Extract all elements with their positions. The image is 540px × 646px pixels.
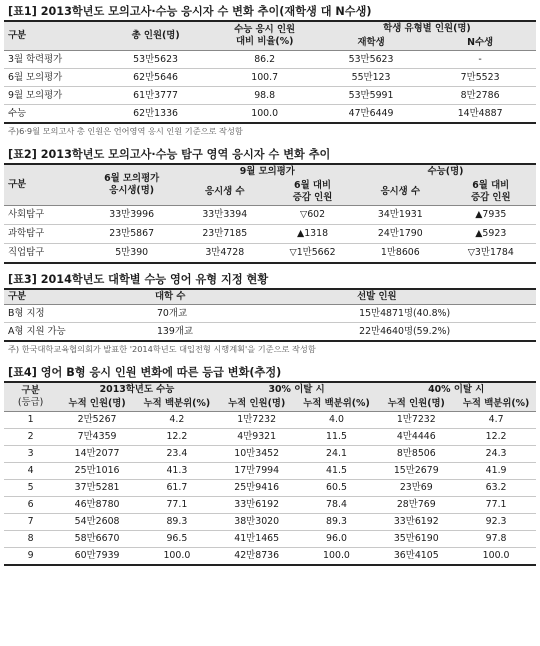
row-label-cell: 사회탐구 [4, 206, 84, 225]
table2-header-sep-count: 응시생 수 [180, 179, 270, 206]
table-row [4, 305, 536, 323]
ratio-cell: 100.7 [211, 69, 317, 87]
cum-2013-cell: 54만2608 [57, 514, 137, 531]
cum-30-cell: 10만3452 [217, 446, 297, 463]
table4-header-cum-2013: 누적 인원(명) [57, 397, 137, 412]
n-student-cell: 7만5523 [424, 69, 536, 87]
table4-title: [표4] 영어 B형 응시 인원 변화에 따른 등급 변화(추정) [8, 366, 282, 379]
table2-header-june [84, 164, 180, 206]
pct-30-cell: 89.3 [297, 514, 377, 531]
table4-section [4, 363, 536, 566]
table1-note: 주)6·9월 모의고사 총 인원은 언어영역 응시 인원 기준으로 작성함 [8, 126, 243, 136]
table1-header-category: 구분 [4, 21, 100, 51]
table2-header-csat-group: 수능(명) [355, 164, 536, 179]
table3 [4, 288, 536, 342]
sep-diff-cell: ▲1318 [270, 225, 355, 244]
row-label-cell: 과학탐구 [4, 225, 84, 244]
table3-body [4, 305, 536, 342]
cum-2013-cell: 37만5281 [57, 480, 137, 497]
pct-2013-cell: 96.5 [137, 531, 217, 548]
row-label-cell: 수능 [4, 105, 100, 124]
table1-header-group: 학생 유형별 인원(명) [318, 21, 536, 36]
cum-40-cell: 36만4105 [376, 548, 456, 566]
table2-section [4, 145, 536, 264]
pct-30-cell: 60.5 [297, 480, 377, 497]
table2-header-sep-diff-line1: 6월 대비 [294, 180, 332, 191]
table2-header-csat-count: 응시생 수 [355, 179, 445, 206]
cum-30-cell: 42만8736 [217, 548, 297, 566]
cum-2013-cell: 2만5267 [57, 412, 137, 429]
table4-header-grade-line1: 구분 [21, 385, 40, 396]
table2-header-sep-group: 9월 모의평가 [180, 164, 356, 179]
csat-diff-cell: ▲7935 [446, 206, 536, 225]
cum-40-cell: 33만6192 [376, 514, 456, 531]
csat-count-cell: 34만1931 [355, 206, 445, 225]
university-count-cell: 70개교 [153, 305, 355, 323]
n-student-cell: - [424, 51, 536, 69]
pct-2013-cell: 77.1 [137, 497, 217, 514]
pct-2013-cell: 61.7 [137, 480, 217, 497]
table4 [4, 381, 536, 566]
june-cell: 23만5867 [84, 225, 180, 244]
grade-cell: 6 [4, 497, 57, 514]
june-cell: 5만390 [84, 244, 180, 264]
table1-header-n: N수생 [424, 36, 536, 51]
cum-30-cell: 17만7994 [217, 463, 297, 480]
row-label-cell: A형 지원 가능 [4, 323, 153, 342]
pct-40-cell: 100.0 [456, 548, 536, 566]
pct-2013-cell: 12.2 [137, 429, 217, 446]
pct-2013-cell: 4.2 [137, 412, 217, 429]
table4-header-pct-30: 누적 백분위(%) [297, 397, 377, 412]
table-row [4, 105, 536, 124]
student-cell: 53만5623 [318, 51, 424, 69]
cum-2013-cell: 46만8780 [57, 497, 137, 514]
pct-30-cell: 24.1 [297, 446, 377, 463]
cum-2013-cell: 60만7939 [57, 548, 137, 566]
cum-2013-cell: 7만4359 [57, 429, 137, 446]
table-row [4, 225, 536, 244]
table-row [4, 480, 536, 497]
cum-2013-cell: 14만2077 [57, 446, 137, 463]
grade-cell: 5 [4, 480, 57, 497]
pct-40-cell: 41.9 [456, 463, 536, 480]
grade-cell: 4 [4, 463, 57, 480]
pct-30-cell: 78.4 [297, 497, 377, 514]
row-label-cell: 9월 모의평가 [4, 87, 100, 105]
student-cell: 53만5991 [318, 87, 424, 105]
total-cell: 62만5646 [100, 69, 212, 87]
n-student-cell: 14만4887 [424, 105, 536, 124]
cum-30-cell: 25만9416 [217, 480, 297, 497]
cum-40-cell: 1만7232 [376, 412, 456, 429]
cum-40-cell: 23만69 [376, 480, 456, 497]
grade-cell: 9 [4, 548, 57, 566]
pct-40-cell: 92.3 [456, 514, 536, 531]
table-row [4, 446, 536, 463]
table3-header-category: 구분 [4, 289, 153, 305]
table4-header-group-40: 40% 이탈 시 [376, 382, 536, 397]
table2-header-sep-diff-line2: 증감 인원 [292, 192, 333, 203]
grade-cell: 3 [4, 446, 57, 463]
table-row [4, 323, 536, 342]
pct-40-cell: 12.2 [456, 429, 536, 446]
table-row [4, 548, 536, 566]
table2-header-csat-diff [446, 179, 536, 206]
table-row [4, 206, 536, 225]
pct-40-cell: 77.1 [456, 497, 536, 514]
table-row [4, 244, 536, 264]
row-label-cell: B형 지정 [4, 305, 153, 323]
pct-40-cell: 24.3 [456, 446, 536, 463]
cum-40-cell: 35만6190 [376, 531, 456, 548]
pct-30-cell: 41.5 [297, 463, 377, 480]
table-row [4, 412, 536, 429]
table4-header-grade [4, 382, 57, 412]
csat-count-cell: 24만1790 [355, 225, 445, 244]
table2-header-sep-diff [270, 179, 355, 206]
table2-body [4, 206, 536, 264]
table-row [4, 514, 536, 531]
grade-cell: 8 [4, 531, 57, 548]
quota-cell: 15만4871명(40.8%) [355, 305, 536, 323]
table2-header-june-line2: 응시생(명) [109, 185, 155, 196]
table4-header-pct-2013: 누적 백분위(%) [137, 397, 217, 412]
table4-header-grade-line2: (등급) [17, 397, 44, 408]
table-row [4, 531, 536, 548]
table1-header-student: 재학생 [318, 36, 424, 51]
table2-header-june-line1: 6월 모의평가 [104, 173, 160, 184]
ratio-cell: 100.0 [211, 105, 317, 124]
pct-40-cell: 97.8 [456, 531, 536, 548]
total-cell: 61만3777 [100, 87, 212, 105]
table4-header-pct-40: 누적 백분위(%) [456, 397, 536, 412]
table3-note: 주) 한국대학교육협의회가 발표한 '2014학년도 대입전형 시행계획'을 기준으로 작성함 [8, 344, 316, 354]
csat-diff-cell: ▽3만1784 [446, 244, 536, 264]
pct-40-cell: 63.2 [456, 480, 536, 497]
june-cell: 33만3996 [84, 206, 180, 225]
cum-40-cell: 28만769 [376, 497, 456, 514]
table4-header-cum-30: 누적 인원(명) [217, 397, 297, 412]
table1-title: [표1] 2013학년도 모의고사·수능 응시자 수 변화 추이(재학생 대 N수생) [8, 5, 372, 18]
pct-30-cell: 96.0 [297, 531, 377, 548]
table2-header-csat-diff-line2: 증감 인원 [471, 192, 511, 203]
table3-header-count: 대학 수 [153, 289, 355, 305]
total-cell: 62만1336 [100, 105, 212, 124]
csat-count-cell: 1만8606 [355, 244, 445, 264]
table2-header-csat-diff-line1: 6월 대비 [472, 180, 510, 191]
pct-40-cell: 4.7 [456, 412, 536, 429]
grade-cell: 2 [4, 429, 57, 446]
cum-2013-cell: 58만6670 [57, 531, 137, 548]
table1-section [4, 2, 536, 139]
table4-header-group-2013: 2013학년도 수능 [57, 382, 217, 397]
sep-count-cell: 33만3394 [180, 206, 270, 225]
pct-30-cell: 100.0 [297, 548, 377, 566]
table4-header-group-30: 30% 이탈 시 [217, 382, 377, 397]
ratio-cell: 86.2 [211, 51, 317, 69]
pct-2013-cell: 23.4 [137, 446, 217, 463]
pct-2013-cell: 41.3 [137, 463, 217, 480]
table-row [4, 87, 536, 105]
table3-header-quota: 선발 인원 [355, 289, 536, 305]
n-student-cell: 8만2786 [424, 87, 536, 105]
table1-header-total: 총 인원(명) [100, 21, 212, 51]
table-row [4, 463, 536, 480]
table-row [4, 429, 536, 446]
table1-header-ratio [211, 21, 317, 51]
table2-title: [표2] 2013학년도 모의고사·수능 탐구 영역 응시자 수 변화 추이 [8, 148, 331, 161]
table-row [4, 51, 536, 69]
table4-header-cum-40: 누적 인원(명) [376, 397, 456, 412]
table-row [4, 69, 536, 87]
quota-cell: 22만4640명(59.2%) [355, 323, 536, 342]
ratio-cell: 98.8 [211, 87, 317, 105]
csat-diff-cell: ▲5923 [446, 225, 536, 244]
table1-header-ratio-line1: 수능 응시 인원 [234, 24, 296, 35]
table1-body [4, 51, 536, 124]
student-cell: 55만123 [318, 69, 424, 87]
table2-header-category: 구분 [4, 164, 84, 206]
table3-title: [표3] 2014학년도 대학별 수능 영어 유형 지정 현황 [8, 273, 269, 286]
pct-30-cell: 11.5 [297, 429, 377, 446]
grade-cell: 1 [4, 412, 57, 429]
cum-30-cell: 41만1465 [217, 531, 297, 548]
table2 [4, 163, 536, 264]
cum-30-cell: 38만3020 [217, 514, 297, 531]
cum-30-cell: 4만9321 [217, 429, 297, 446]
row-label-cell: 직업탐구 [4, 244, 84, 264]
cum-30-cell: 1만7232 [217, 412, 297, 429]
cum-30-cell: 33만6192 [217, 497, 297, 514]
cum-40-cell: 4만4446 [376, 429, 456, 446]
table-row [4, 497, 536, 514]
sep-count-cell: 23만7185 [180, 225, 270, 244]
cum-2013-cell: 25만1016 [57, 463, 137, 480]
sep-diff-cell: ▽602 [270, 206, 355, 225]
pct-2013-cell: 89.3 [137, 514, 217, 531]
row-label-cell: 6월 모의평가 [4, 69, 100, 87]
total-cell: 53만5623 [100, 51, 212, 69]
table1 [4, 20, 536, 124]
table3-section [4, 270, 536, 357]
sep-diff-cell: ▽1만5662 [270, 244, 355, 264]
pct-2013-cell: 100.0 [137, 548, 217, 566]
grade-cell: 7 [4, 514, 57, 531]
cum-40-cell: 8만8506 [376, 446, 456, 463]
table4-body [4, 412, 536, 566]
table1-header-ratio-line2: 대비 비율(%) [235, 36, 294, 47]
pct-30-cell: 4.0 [297, 412, 377, 429]
sep-count-cell: 3만4728 [180, 244, 270, 264]
university-count-cell: 139개교 [153, 323, 355, 342]
row-label-cell: 3월 학력평가 [4, 51, 100, 69]
cum-40-cell: 15만2679 [376, 463, 456, 480]
student-cell: 47만6449 [318, 105, 424, 124]
